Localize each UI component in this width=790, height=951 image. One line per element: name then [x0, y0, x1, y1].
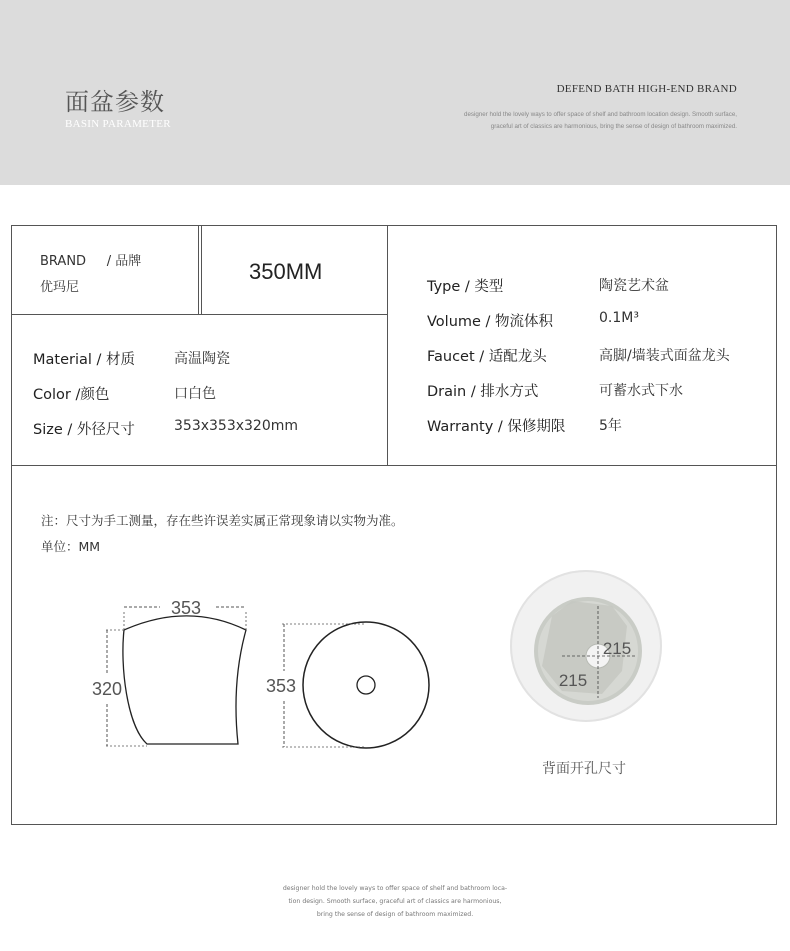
top-diameter-label: 353 — [265, 676, 297, 696]
basin-top-outline — [303, 622, 429, 748]
header-description-line: graceful art of classics are harmonious, bring the sense of design of bathroom maximized. — [490, 123, 737, 130]
spec-key: Material / 材质 — [33, 352, 136, 368]
spec-value: 353x353x320mm — [174, 418, 299, 434]
hole-dimension-a: 215 — [602, 639, 632, 658]
header-description — [377, 109, 737, 133]
spec-key: Color /颜色 — [33, 387, 110, 403]
side-height-label: 320 — [91, 679, 123, 699]
brand-value: 优玛尼 — [40, 280, 80, 295]
drain-hole — [357, 676, 375, 694]
bottom-hole-caption: 背面开孔尺寸 — [542, 761, 626, 777]
spec-key: Warranty / 保修期限 — [427, 419, 566, 435]
brand-label: BRAND / 品牌 — [40, 254, 142, 269]
spec-value: 高温陶瓷 — [174, 351, 230, 367]
section-title-en: BASIN PARAMETER — [65, 118, 171, 130]
spec-value: 高脚/墙装式面盆龙头 — [599, 348, 730, 364]
brand-tagline: DEFEND BATH HIGH-END BRAND — [556, 83, 737, 95]
spec-key: Volume / 物流体积 — [427, 314, 554, 330]
footer-line: designer hold the lovely ways to offer space of shelf and bathroom loca- — [282, 885, 508, 892]
size-headline: 350MM — [249, 259, 323, 284]
footer-description — [0, 882, 790, 921]
spec-key: Faucet / 适配龙头 — [427, 349, 547, 365]
spec-value: 可蓄水式下水 — [599, 383, 683, 399]
top-view-diagram — [266, 622, 429, 748]
hole-dimension-b: 215 — [558, 671, 588, 690]
spec-value: 口白色 — [174, 386, 216, 402]
measurement-note: 注：尺寸为手工测量，存在些许误差实属正常现象请以实物为准。 — [41, 513, 404, 528]
footer-line: bring the sense of design of bathroom maximized. — [316, 911, 474, 918]
side-view-diagram — [92, 598, 246, 746]
spec-value: 5年 — [599, 418, 622, 434]
spec-key: Drain / 排水方式 — [427, 384, 539, 400]
section-title-cn: 面盆参数 — [65, 88, 165, 116]
basin-bottom-photo — [510, 570, 662, 722]
spec-value: 0.1M³ — [599, 310, 639, 326]
spec-key: Size / 外径尺寸 — [33, 422, 135, 438]
unit-label: 单位：MM — [41, 539, 101, 554]
spec-key: Type / 类型 — [427, 279, 504, 295]
basin-side-outline — [123, 616, 246, 744]
header-description-line: designer hold the lovely ways to offer space of shelf and bathroom location design. Smooth surface, — [464, 111, 737, 118]
side-width-label: 353 — [170, 598, 202, 618]
spec-value: 陶瓷艺术盆 — [599, 278, 669, 294]
dimension-drawing — [12, 226, 776, 824]
footer-line: tion design. Smooth surface, graceful art of classics are harmonious, — [288, 898, 502, 905]
header-banner — [0, 0, 790, 185]
spec-card — [11, 225, 777, 825]
